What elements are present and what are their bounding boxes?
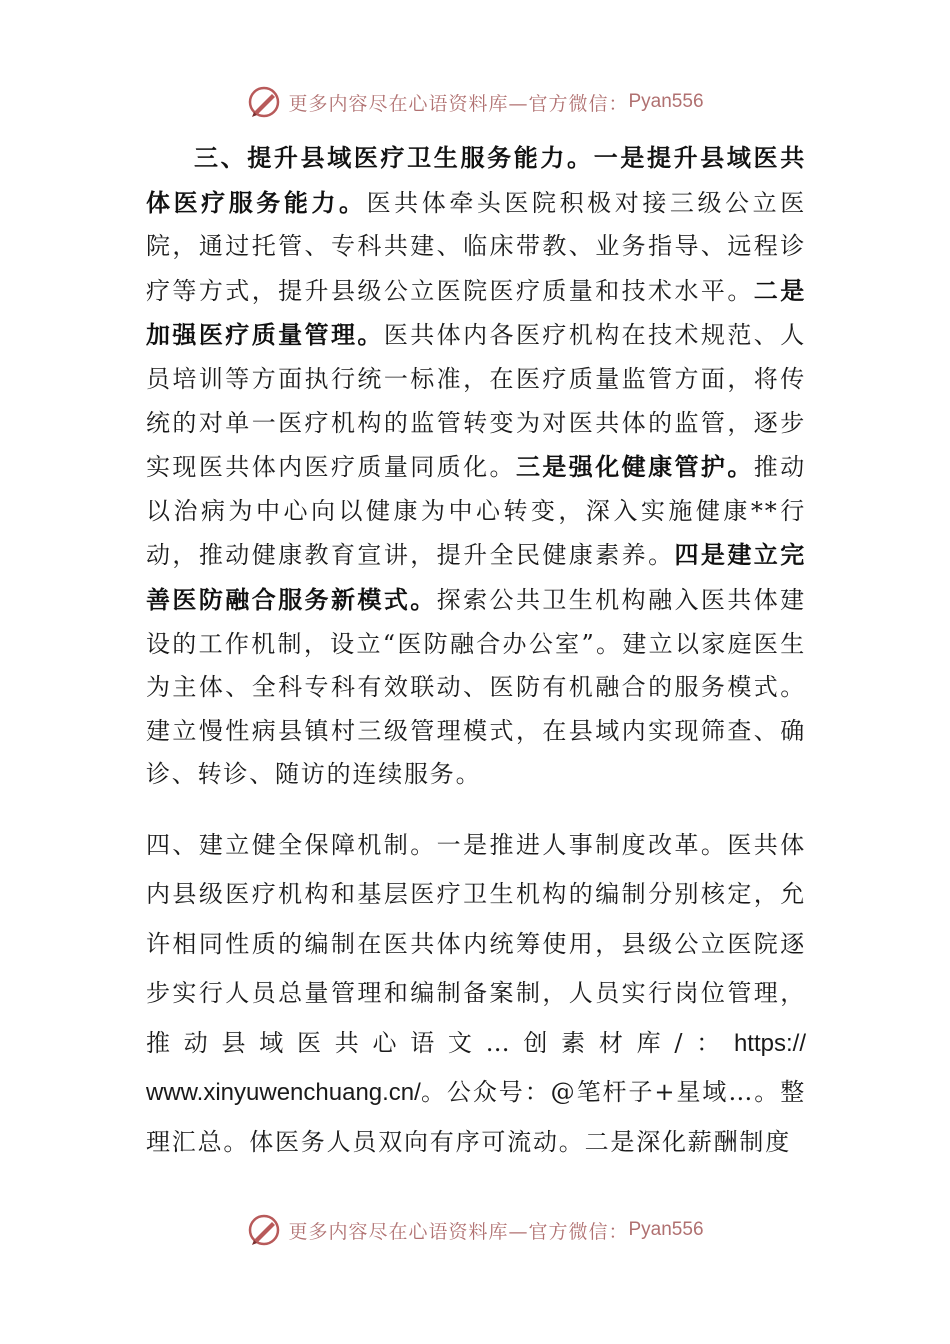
watermark-banner-top: [0, 82, 950, 122]
spread-watermark-text: 推动县域医共心语文…创素材库/：: [146, 1028, 734, 1057]
point-1-heading: 一是提升县域医共体医疗服务能力。: [146, 143, 807, 217]
section-4-text: 四、建立健全保障机制。一是推进人事制度改革。医共体内县级医疗机构和基层医疗卫生机构的编制分别核定，允许相同性质的编制在医共体内统筹使用，县级公立医院逐步实行人员总量管理和编制备案制，人员实行岗位管理，: [146, 830, 806, 1008]
point-1-text: 医共体牵头医院积极对接三级公立医院，通过托管、专科共建、临床带教、业务指导、远程诊疗等方式，提升县级公立医院医疗质量和技术水平。: [146, 188, 806, 305]
watermark-text: 更多内容尽在心语资料库—官方微信：: [288, 1220, 629, 1243]
point-2-text: 医共体内各医疗机构在技术规范、人员培训等方面执行统一标准，在医疗质量监管方面，将传统的对单一医疗机构的监管转变为对医共体的监管，逐步实现医共体内医疗质量同质化。: [146, 321, 806, 482]
watermark-wechat-id: Pyan556: [628, 91, 704, 112]
pen-logo-icon: [246, 1212, 282, 1248]
watermark-banner-bottom: [0, 1210, 950, 1250]
point-3-heading: 三是强化健康管护。: [515, 452, 754, 482]
section-4-paragraph: [146, 821, 806, 1168]
section-3-title: 三、提升县域医疗卫生服务能力。: [194, 143, 594, 172]
pen-logo-icon: [246, 84, 282, 120]
point-4-heading: 四是建立完善医防融合服务新模式。: [146, 540, 806, 614]
point-3-text: 推动以治病为中心向以健康为中心转变，深入实施健康**行动，推动健康教育宣讲，提升全民健康素养。: [146, 453, 807, 570]
section-3-paragraph: [146, 136, 806, 797]
url-part-1: https://: [733, 1029, 806, 1057]
watermark-text: 更多内容尽在心语资料库—官方微信：: [288, 92, 629, 115]
point-2-heading: 二是加强医疗质量管理。: [146, 275, 806, 350]
point-4-text: 探索公共卫生机构融入医共体建设的工作机制，设立“医防融合办公室”。建立以家庭医生为主体、全科专科有效联动、医防有机融合的服务模式。建立慢性病县镇村三级管理模式，在县域内实现筛查、确诊、转诊、随访的连续服务。: [146, 585, 806, 789]
document-body: [146, 136, 806, 1167]
section-4-text-continued: 。公众号：@笔杆子+星域…。整理汇总。体医务人员双向有序可流动。二是深化薪酬制度: [146, 1078, 806, 1156]
watermark-wechat-id: Pyan556: [628, 1219, 704, 1240]
url-part-2: www.xinyuwenchuang.cn/: [146, 1079, 421, 1107]
